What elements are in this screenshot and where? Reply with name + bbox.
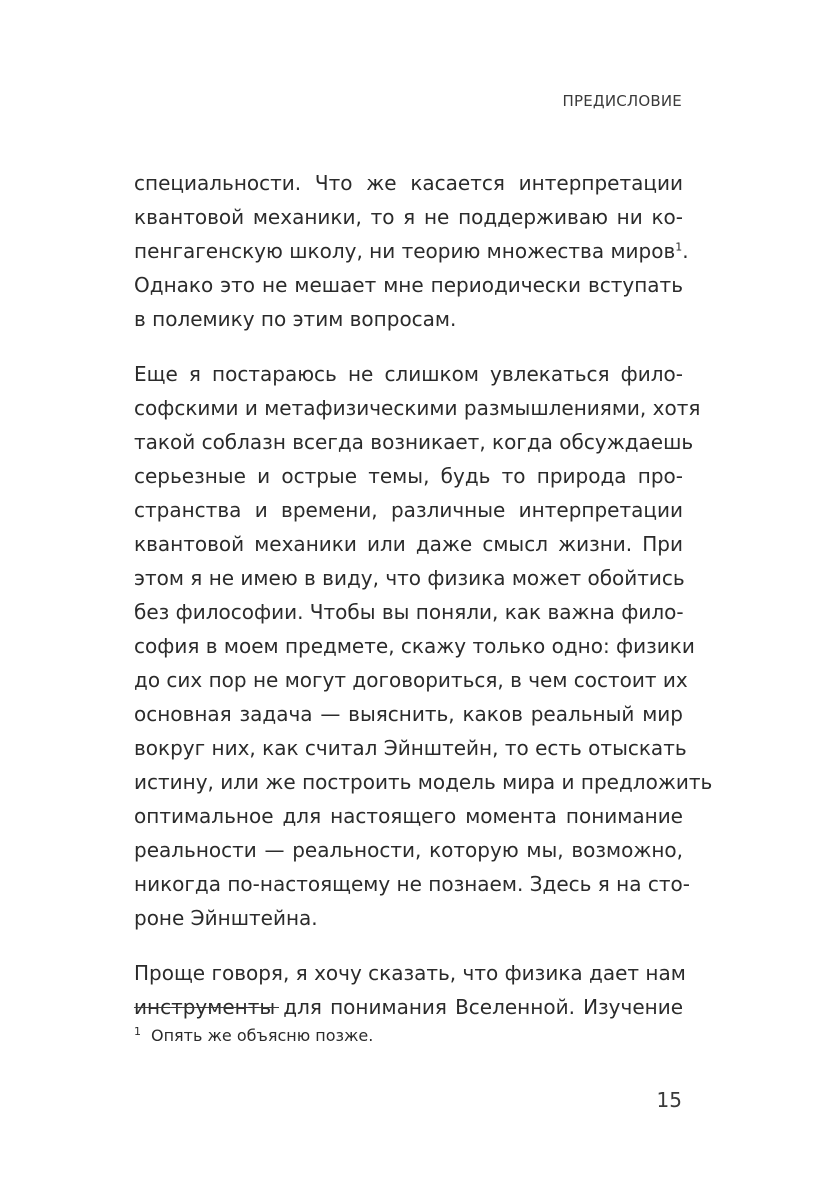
- text-line: в полемику по этим вопросам.: [134, 307, 457, 331]
- text-line: софскими и метафизическими размышлениями, хотя: [134, 396, 701, 420]
- text-line: никогда по-настоящему не познаем. Здесь я на сто-: [134, 872, 690, 896]
- text-line: без философии. Чтобы вы поняли, как важна фило-: [134, 600, 684, 624]
- text-line: Еще я постараюсь не слишком увлекаться фило-: [134, 362, 683, 386]
- text-line: до сих пор не могут договориться, в чем состоит их: [134, 668, 688, 692]
- text-line: оптимальное для настоящего момента понимание: [134, 804, 683, 828]
- text-line-content: пенгагенскую школу, ни теорию множества миров: [134, 239, 676, 263]
- footnote-divider: [134, 1007, 279, 1008]
- text-line: основная задача — выяснить, каков реальный мир: [134, 702, 683, 726]
- text-line: странства и времени, различные интерпретации: [134, 498, 683, 522]
- text-line-with-footnote: [134, 234, 689, 268]
- text-line: серьезные и острые темы, будь то природа про-: [134, 464, 683, 488]
- text-line-punctuation: .: [682, 239, 689, 263]
- text-line: квантовой механики или даже смысл жизни. При: [134, 532, 683, 556]
- text-line: инструменты для понимания Вселенной. Изучение: [134, 995, 683, 1019]
- paragraph-3: [134, 956, 686, 1024]
- text-line: квантовой механики, то я не поддерживаю ни ко-: [134, 205, 683, 229]
- footnote: [134, 1025, 373, 1047]
- footnote-mark: 1: [134, 1024, 141, 1038]
- page-number: 15: [656, 1088, 682, 1112]
- text-line: специальности. Что же касается интерпретации: [134, 171, 683, 195]
- text-line: Однако это не мешает мне периодически вступать: [134, 273, 683, 297]
- text-line: роне Эйнштейна.: [134, 906, 318, 930]
- text-line: софия в моем предмете, скажу только одно: физики: [134, 634, 695, 658]
- running-head: ПРЕДИСЛОВИЕ: [562, 92, 682, 110]
- text-line: вокруг них, как считал Эйнштейн, то есть отыскать: [134, 736, 687, 760]
- text-line: этом я не имею в виду, что физика может обойтись: [134, 566, 685, 590]
- text-line: реальности — реальности, которую мы, возможно,: [134, 838, 683, 862]
- paragraph-1: [134, 166, 689, 336]
- paragraph-2: [134, 357, 713, 935]
- footnote-text: Опять же объясню позже.: [151, 1026, 374, 1045]
- text-line: Проще говоря, я хочу сказать, что физика дает нам: [134, 961, 686, 985]
- text-line: истину, или же построить модель мира и предложить: [134, 770, 713, 794]
- body-text: [134, 166, 713, 1024]
- text-line: такой соблазн всегда возникает, когда обсуждаешь: [134, 430, 694, 454]
- footnote-reference[interactable]: 1: [675, 240, 683, 254]
